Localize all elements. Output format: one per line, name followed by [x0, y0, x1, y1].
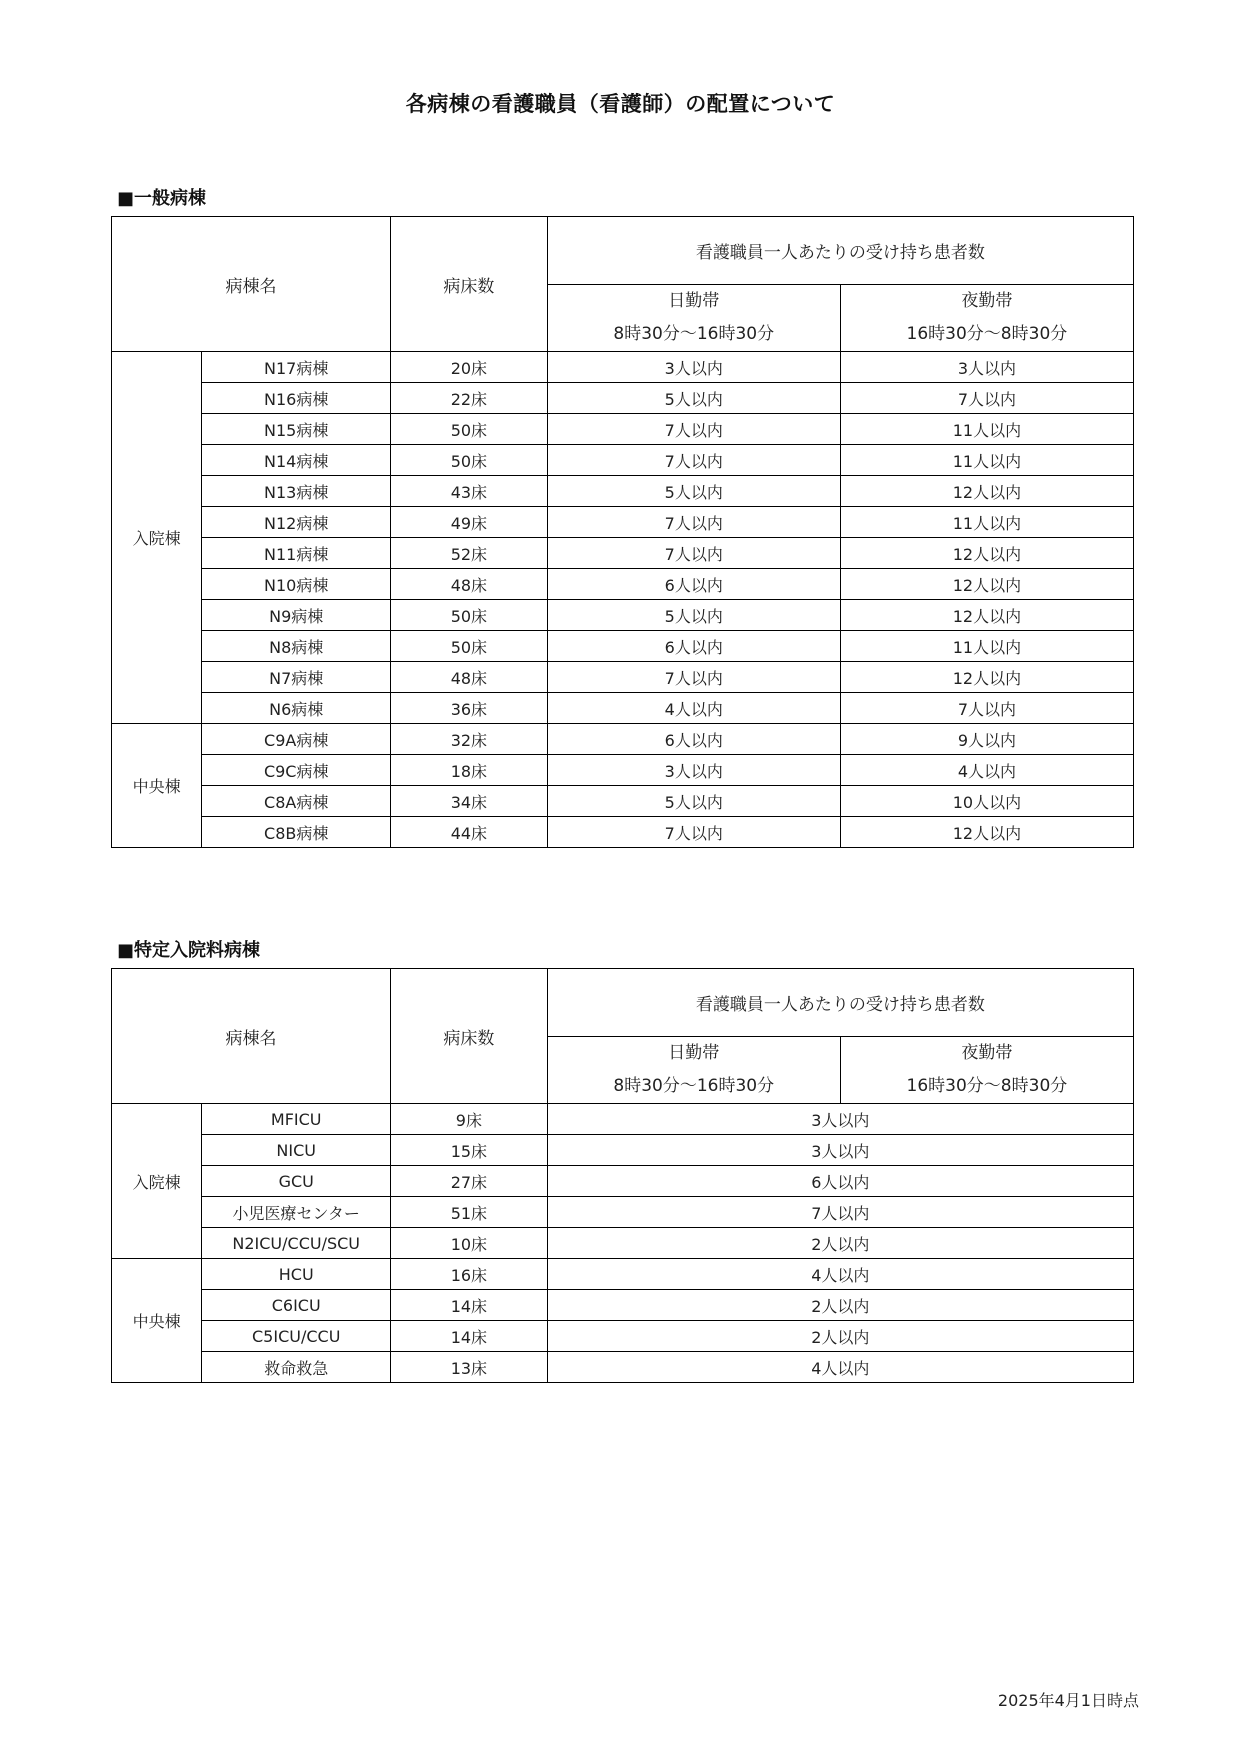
ward-name-cell: N17病棟	[202, 352, 391, 383]
table-row	[112, 631, 1134, 662]
bed-count-cell: 13床	[391, 1352, 548, 1383]
as-of-date: 2025年4月1日時点	[997, 1691, 1139, 1710]
table-row	[112, 662, 1134, 693]
night-shift-ratio-cell: 7人以内	[840, 383, 1133, 414]
ward-name-cell: N10病棟	[202, 569, 391, 600]
night-shift-label: 夜勤帯	[961, 291, 1013, 311]
day-shift-label: 日勤帯	[668, 291, 720, 311]
bed-count-cell: 16床	[391, 1259, 548, 1290]
ward-name-cell: C8B病棟	[202, 817, 391, 848]
patient-ratio-cell: 6人以内	[547, 1166, 1133, 1197]
bed-count-cell: 44床	[391, 817, 548, 848]
night-shift-hours: 16時30分～8時30分	[906, 1076, 1068, 1096]
table-row	[112, 1135, 1134, 1166]
ward-name-cell: N9病棟	[202, 600, 391, 631]
ward-name-cell: 救命救急	[202, 1352, 391, 1383]
header-ward-name: 病棟名	[112, 969, 391, 1104]
ward-name-cell: N13病棟	[202, 476, 391, 507]
table-row	[112, 724, 1134, 755]
day-shift-hours: 8時30分～16時30分	[613, 1076, 775, 1096]
bed-count-cell: 48床	[391, 569, 548, 600]
table-row	[112, 538, 1134, 569]
bed-count-cell: 36床	[391, 693, 548, 724]
night-shift-ratio-cell: 12人以内	[840, 569, 1133, 600]
bed-count-cell: 32床	[391, 724, 548, 755]
bed-count-cell: 15床	[391, 1135, 548, 1166]
patient-ratio-cell: 3人以内	[547, 1135, 1133, 1166]
table-row	[112, 1352, 1134, 1383]
table-row	[112, 1290, 1134, 1321]
specific-ward-heading: ■特定入院料病棟	[117, 940, 261, 961]
day-shift-ratio-cell: 4人以内	[547, 693, 840, 724]
table-row	[112, 1228, 1134, 1259]
bed-count-cell: 18床	[391, 755, 548, 786]
table-row	[112, 352, 1134, 383]
ward-name-cell: NICU	[202, 1135, 391, 1166]
night-shift-ratio-cell: 11人以内	[840, 507, 1133, 538]
patient-ratio-cell: 2人以内	[547, 1321, 1133, 1352]
patient-ratio-cell: 4人以内	[547, 1352, 1133, 1383]
day-shift-ratio-cell: 7人以内	[547, 817, 840, 848]
bed-count-cell: 43床	[391, 476, 548, 507]
night-shift-ratio-cell: 11人以内	[840, 631, 1133, 662]
bed-count-cell: 22床	[391, 383, 548, 414]
bed-count-cell: 34床	[391, 786, 548, 817]
night-shift-ratio-cell: 12人以内	[840, 662, 1133, 693]
patient-ratio-cell: 4人以内	[547, 1259, 1133, 1290]
bed-count-cell: 48床	[391, 662, 548, 693]
bed-count-cell: 14床	[391, 1321, 548, 1352]
night-shift-ratio-cell: 9人以内	[840, 724, 1133, 755]
night-shift-ratio-cell: 4人以内	[840, 755, 1133, 786]
night-shift-ratio-cell: 3人以内	[840, 352, 1133, 383]
ward-name-cell: N16病棟	[202, 383, 391, 414]
table-row	[112, 817, 1134, 848]
ward-name-cell: C6ICU	[202, 1290, 391, 1321]
header-bed-count: 病床数	[391, 217, 548, 352]
table-row	[112, 1197, 1134, 1228]
patient-ratio-cell: 2人以内	[547, 1290, 1133, 1321]
night-shift-hours: 16時30分～8時30分	[906, 324, 1068, 344]
night-shift-ratio-cell: 11人以内	[840, 414, 1133, 445]
bed-count-cell: 51床	[391, 1197, 548, 1228]
table-row	[112, 476, 1134, 507]
table-row	[112, 755, 1134, 786]
night-shift-ratio-cell: 7人以内	[840, 693, 1133, 724]
ward-name-cell: N11病棟	[202, 538, 391, 569]
night-shift-ratio-cell: 12人以内	[840, 476, 1133, 507]
general-ward-table	[111, 216, 1134, 848]
table-row	[112, 1104, 1134, 1135]
table-row	[112, 1259, 1134, 1290]
ward-name-cell: C8A病棟	[202, 786, 391, 817]
building-label: 中央棟	[112, 724, 202, 848]
day-shift-ratio-cell: 7人以内	[547, 414, 840, 445]
ward-name-cell: HCU	[202, 1259, 391, 1290]
table-row	[112, 600, 1134, 631]
table-row	[112, 569, 1134, 600]
table-row	[112, 414, 1134, 445]
header-ratio-title: 看護職員一人あたりの受け持ち患者数	[547, 217, 1133, 285]
bed-count-cell: 50床	[391, 414, 548, 445]
ward-name-cell: N15病棟	[202, 414, 391, 445]
night-shift-ratio-cell: 12人以内	[840, 600, 1133, 631]
day-shift-ratio-cell: 3人以内	[547, 352, 840, 383]
ward-name-cell: MFICU	[202, 1104, 391, 1135]
general-ward-heading: ■一般病棟	[117, 188, 207, 209]
ward-name-cell: 小児医療センター	[202, 1197, 391, 1228]
night-shift-ratio-cell: 10人以内	[840, 786, 1133, 817]
table-row	[112, 507, 1134, 538]
day-shift-ratio-cell: 7人以内	[547, 445, 840, 476]
bed-count-cell: 10床	[391, 1228, 548, 1259]
bed-count-cell: 14床	[391, 1290, 548, 1321]
ward-name-cell: N7病棟	[202, 662, 391, 693]
header-night-shift	[840, 1037, 1133, 1104]
day-shift-ratio-cell: 7人以内	[547, 538, 840, 569]
night-shift-ratio-cell: 11人以内	[840, 445, 1133, 476]
day-shift-ratio-cell: 5人以内	[547, 476, 840, 507]
bed-count-cell: 20床	[391, 352, 548, 383]
bed-count-cell: 49床	[391, 507, 548, 538]
day-shift-ratio-cell: 5人以内	[547, 600, 840, 631]
ward-name-cell: N14病棟	[202, 445, 391, 476]
ward-name-cell: N2ICU/CCU/SCU	[202, 1228, 391, 1259]
table-row	[112, 693, 1134, 724]
day-shift-ratio-cell: 5人以内	[547, 786, 840, 817]
header-night-shift	[840, 285, 1133, 352]
day-shift-ratio-cell: 7人以内	[547, 662, 840, 693]
day-shift-label: 日勤帯	[668, 1043, 720, 1063]
day-shift-ratio-cell: 7人以内	[547, 507, 840, 538]
bed-count-cell: 50床	[391, 600, 548, 631]
page-title: 各病棟の看護職員（看護師）の配置について	[405, 92, 836, 116]
building-label: 中央棟	[112, 1259, 202, 1383]
table-row	[112, 1166, 1134, 1197]
ward-name-cell: N8病棟	[202, 631, 391, 662]
header-ratio-title: 看護職員一人あたりの受け持ち患者数	[547, 969, 1133, 1037]
bed-count-cell: 52床	[391, 538, 548, 569]
header-day-shift	[547, 1037, 840, 1104]
day-shift-hours: 8時30分～16時30分	[613, 324, 775, 344]
table-row	[112, 786, 1134, 817]
day-shift-ratio-cell: 6人以内	[547, 631, 840, 662]
table-row	[112, 445, 1134, 476]
specific-ward-table	[111, 968, 1134, 1383]
night-shift-ratio-cell: 12人以内	[840, 817, 1133, 848]
header-day-shift	[547, 285, 840, 352]
ward-name-cell: N6病棟	[202, 693, 391, 724]
building-label: 入院棟	[112, 352, 202, 724]
patient-ratio-cell: 2人以内	[547, 1228, 1133, 1259]
table-row	[112, 383, 1134, 414]
ward-name-cell: N12病棟	[202, 507, 391, 538]
bed-count-cell: 50床	[391, 631, 548, 662]
bed-count-cell: 27床	[391, 1166, 548, 1197]
bed-count-cell: 9床	[391, 1104, 548, 1135]
ward-name-cell: GCU	[202, 1166, 391, 1197]
table-row	[112, 1321, 1134, 1352]
ward-name-cell: C9A病棟	[202, 724, 391, 755]
night-shift-label: 夜勤帯	[961, 1043, 1013, 1063]
patient-ratio-cell: 3人以内	[547, 1104, 1133, 1135]
ward-name-cell: C5ICU/CCU	[202, 1321, 391, 1352]
patient-ratio-cell: 7人以内	[547, 1197, 1133, 1228]
day-shift-ratio-cell: 5人以内	[547, 383, 840, 414]
day-shift-ratio-cell: 6人以内	[547, 569, 840, 600]
header-bed-count: 病床数	[391, 969, 548, 1104]
building-label: 入院棟	[112, 1104, 202, 1259]
day-shift-ratio-cell: 3人以内	[547, 755, 840, 786]
day-shift-ratio-cell: 6人以内	[547, 724, 840, 755]
ward-name-cell: C9C病棟	[202, 755, 391, 786]
header-ward-name: 病棟名	[112, 217, 391, 352]
night-shift-ratio-cell: 12人以内	[840, 538, 1133, 569]
bed-count-cell: 50床	[391, 445, 548, 476]
